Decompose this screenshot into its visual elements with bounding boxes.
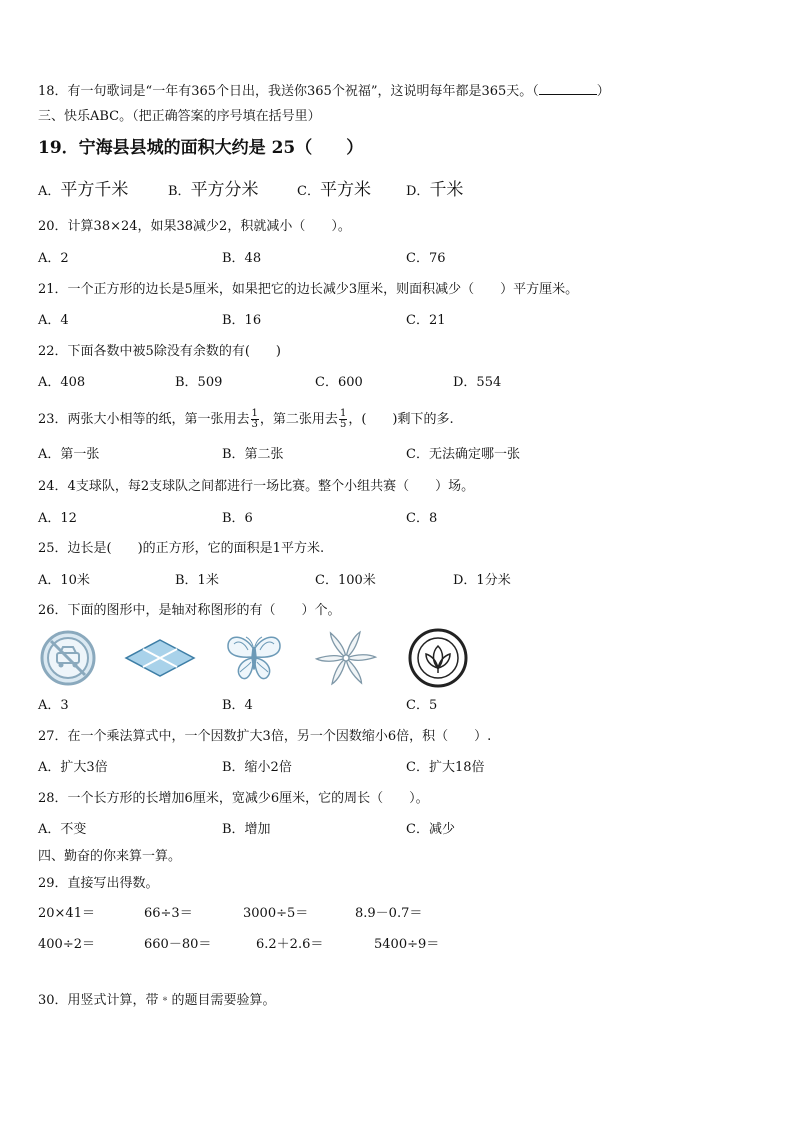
q22-option-d[interactable]: D．554 <box>453 375 502 390</box>
fraction-one-third: $\frac{1}{3}$ <box>251 408 258 430</box>
q24-option-b[interactable]: B．6 <box>222 511 253 526</box>
q23-option-c[interactable]: C．无法确定哪一张 <box>406 447 520 462</box>
calc-item: 5400÷9＝ <box>374 937 440 952</box>
q20-option-a[interactable]: A．2 <box>38 251 69 266</box>
question-28: 28．一个长方形的长增加6厘米，宽减少6厘米，它的周长（ ）。 <box>38 791 429 806</box>
q20-option-b[interactable]: B．48 <box>222 251 262 266</box>
q22-option-a[interactable]: A．408 <box>38 375 86 390</box>
butterfly-icon <box>222 626 286 690</box>
question-25: 25．边长是( )的正方形，它的面积是1平方米. <box>38 541 325 556</box>
q19-option-d[interactable]: D．千米 <box>406 180 464 200</box>
closing-paren: ） <box>596 84 610 99</box>
q19-option-a[interactable]: A．平方千米 <box>38 180 129 200</box>
q22-option-c[interactable]: C．600 <box>315 375 363 390</box>
q19-option-b[interactable]: B．平方分米 <box>168 180 259 200</box>
question-30: 30．用竖式计算，带﹡的题目需要验算。 <box>38 993 276 1008</box>
question-22: 22．下面各数中被5除没有余数的有( ) <box>38 344 281 359</box>
q26-option-a[interactable]: A．3 <box>38 698 69 713</box>
q27-option-b[interactable]: B．缩小2倍 <box>222 760 292 775</box>
q22-option-b[interactable]: B．509 <box>175 375 223 390</box>
answer-blank[interactable] <box>539 82 597 95</box>
leaf-emblem-icon <box>406 626 470 690</box>
question-24: 24．4支球队，每2支球队之间都进行一场比赛。整个小组共赛（ ）场。 <box>38 479 475 494</box>
calc-item: 400÷2＝ <box>38 937 95 952</box>
q27-option-c[interactable]: C．扩大18倍 <box>406 760 485 775</box>
q28-option-c[interactable]: C．减少 <box>406 822 455 837</box>
question-27: 27．在一个乘法算式中，一个因数扩大3倍，另一个因数缩小6倍，积（ ）. <box>38 729 492 744</box>
q23-option-b[interactable]: B．第二张 <box>222 447 284 462</box>
calc-item: 20×41＝ <box>38 906 95 921</box>
rhombus-grid-icon <box>122 626 198 690</box>
section-3-heading: 三、快乐ABC。（把正确答案的序号填在括号里） <box>38 109 321 124</box>
q21-option-b[interactable]: B．16 <box>222 313 262 328</box>
calc-item: 8.9－0.7＝ <box>355 906 423 921</box>
q25-option-d[interactable]: D．1分米 <box>453 573 511 588</box>
q27-option-a[interactable]: A．扩大3倍 <box>38 760 108 775</box>
q25-option-a[interactable]: A．10米 <box>38 573 90 588</box>
question-18-text: 18．有一句歌词是“一年有365个日出，我送你365个祝福”，这说明每年都是365天。（ <box>38 84 539 99</box>
question-18 <box>38 82 610 101</box>
question-21: 21．一个正方形的边长是5厘米，如果把它的边长减少3厘米，则面积减少（ ）平方厘米。 <box>38 282 579 297</box>
pinwheel-flower-icon <box>314 626 378 690</box>
calc-item: 6.2＋2.6＝ <box>256 937 324 952</box>
q26-option-b[interactable]: B．4 <box>222 698 253 713</box>
no-parking-sign-icon <box>36 626 100 690</box>
section-4-heading: 四、勤奋的你来算一算。 <box>38 849 182 864</box>
q23-option-a[interactable]: A．第一张 <box>38 447 100 462</box>
question-29: 29．直接写出得数。 <box>38 876 159 891</box>
calc-item: 66÷3＝ <box>144 906 193 921</box>
q21-option-a[interactable]: A．4 <box>38 313 69 328</box>
calc-item: 660－80＝ <box>144 937 212 952</box>
q24-option-c[interactable]: C．8 <box>406 511 438 526</box>
question-20: 20．计算38×24，如果38减少2，积就减小（ ）。 <box>38 219 351 234</box>
q20-option-c[interactable]: C．76 <box>406 251 446 266</box>
fraction-one-fifth: $\frac{1}{5}$ <box>339 408 347 430</box>
calc-item: 3000÷5＝ <box>243 906 309 921</box>
q28-option-a[interactable]: A．不变 <box>38 822 87 837</box>
question-19: 19．宁海县县城的面积大约是 25（ ） <box>38 138 364 158</box>
q28-option-b[interactable]: B．增加 <box>222 822 271 837</box>
question-26: 26．下面的图形中，是轴对称图形的有（ ）个。 <box>38 603 341 618</box>
q21-option-c[interactable]: C．21 <box>406 313 446 328</box>
question-23: 23．两张大小相等的纸，第一张用去 $\frac{1}{3}$ ，第二张用去 $\frac{1}{5}$ ，( )剩下的多. <box>38 408 454 430</box>
q25-option-b[interactable]: B．1米 <box>175 573 219 588</box>
q24-option-a[interactable]: A．12 <box>38 511 77 526</box>
q19-option-c[interactable]: C．平方米 <box>297 180 371 200</box>
q26-option-c[interactable]: C．5 <box>406 698 438 713</box>
q25-option-c[interactable]: C．100米 <box>315 573 376 588</box>
